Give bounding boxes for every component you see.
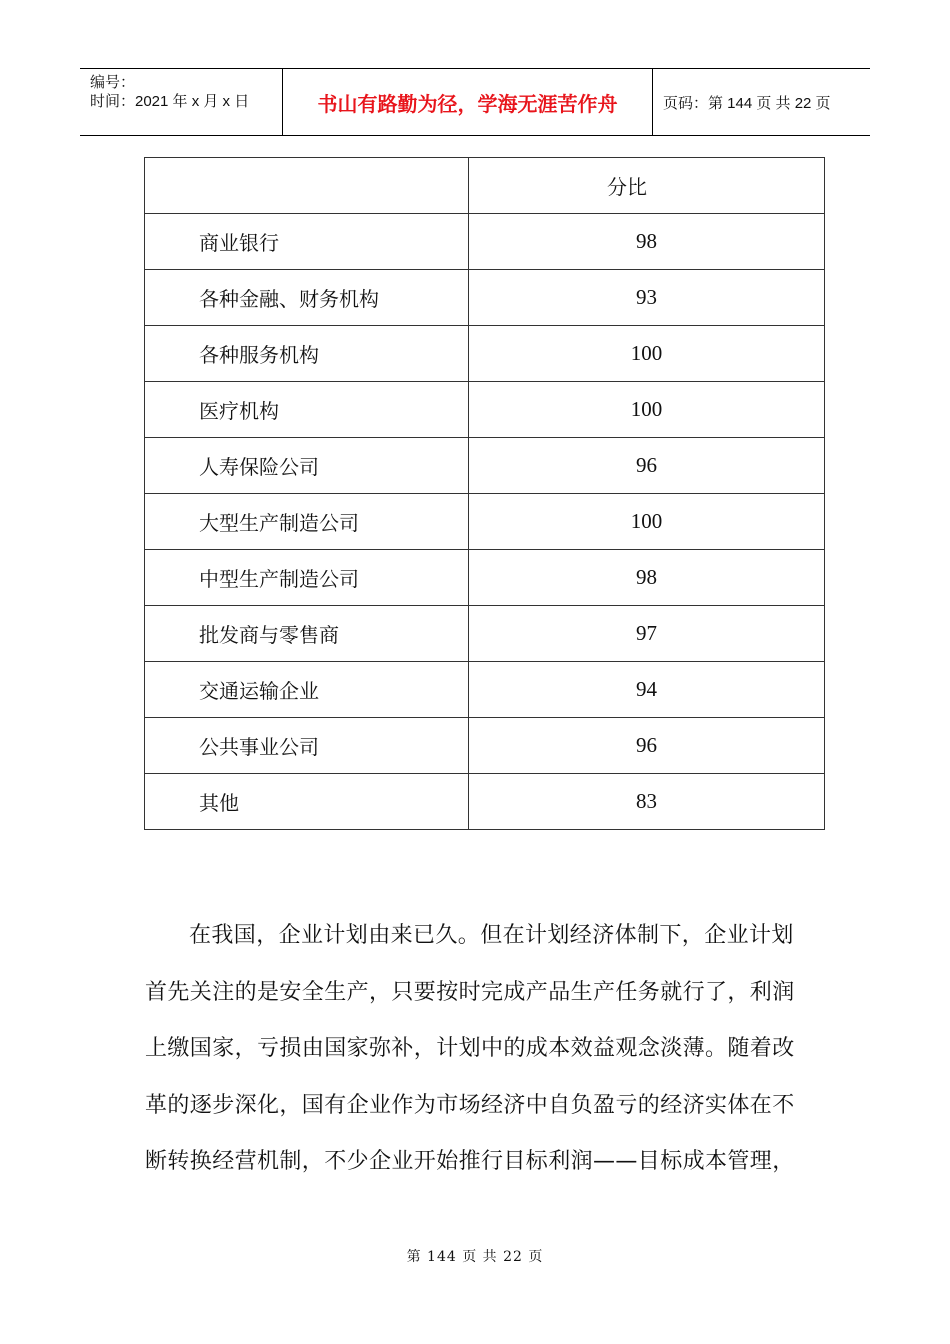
row-label: 公共事业公司 xyxy=(145,718,469,774)
paragraph-line: 上缴国家，亏损由国家弥补，计划中的成本效益观念淡薄。随着改 xyxy=(145,1036,795,1061)
row-label: 医疗机构 xyxy=(145,382,469,438)
paragraph-line: 革的逐步深化，国有企业作为市场经济中自负盈亏的经济实体在不 xyxy=(145,1092,795,1118)
row-value: 94 xyxy=(469,662,825,718)
row-value: 98 xyxy=(469,550,825,606)
table-row xyxy=(145,270,825,326)
row-value: 83 xyxy=(469,774,825,830)
paragraph-line: 首先关注的是安全生产，只要按时完成产品生产任务就行了，利润 xyxy=(145,979,795,1005)
row-label: 批发商与零售商 xyxy=(145,606,469,662)
paragraph-line: 断转换经营机制，不少企业开始推行目标利润——目标成本管理， xyxy=(145,1149,795,1174)
header-meta xyxy=(80,69,282,135)
table-row xyxy=(145,326,825,382)
header-motto: 书山有路勤为径，学海无涯苦作舟 xyxy=(282,69,653,135)
row-label: 人寿保险公司 xyxy=(145,438,469,494)
row-value: 97 xyxy=(469,606,825,662)
row-label: 商业银行 xyxy=(145,214,469,270)
table-row xyxy=(145,774,825,830)
row-value: 96 xyxy=(469,438,825,494)
percentage-table xyxy=(144,157,825,830)
table-row xyxy=(145,214,825,270)
row-value: 100 xyxy=(469,382,825,438)
table-row xyxy=(145,494,825,550)
table-row xyxy=(145,662,825,718)
table-row xyxy=(145,550,825,606)
table-header-cell xyxy=(145,158,469,214)
row-label: 中型生产制造公司 xyxy=(145,550,469,606)
body-paragraph xyxy=(145,908,815,1191)
row-value: 100 xyxy=(469,326,825,382)
table-row xyxy=(145,718,825,774)
table-row xyxy=(145,382,825,438)
table-row xyxy=(145,606,825,662)
table-header-row xyxy=(145,158,825,214)
document-number-label: 编号： xyxy=(90,74,136,91)
row-label: 其他 xyxy=(145,774,469,830)
page-header xyxy=(80,68,870,136)
document-date: 时间：2021 年 x 月 x 日 xyxy=(90,93,250,110)
table-row xyxy=(145,438,825,494)
page-footer: 第 144 页 共 22 页 xyxy=(406,1249,544,1265)
row-value: 98 xyxy=(469,214,825,270)
row-value: 93 xyxy=(469,270,825,326)
paragraph-line: 在我国，企业计划由来已久。但在计划经济体制下，企业计划 xyxy=(189,923,794,948)
row-label: 各种服务机构 xyxy=(145,326,469,382)
row-label: 交通运输企业 xyxy=(145,662,469,718)
header-page-info: 页码：第 144 页 共 22 页 xyxy=(663,94,831,112)
row-label: 大型生产制造公司 xyxy=(145,494,469,550)
row-value: 100 xyxy=(469,494,825,550)
row-label: 各种金融、财务机构 xyxy=(145,270,469,326)
row-value: 96 xyxy=(469,718,825,774)
table-header-cell: 分比 xyxy=(469,158,825,214)
